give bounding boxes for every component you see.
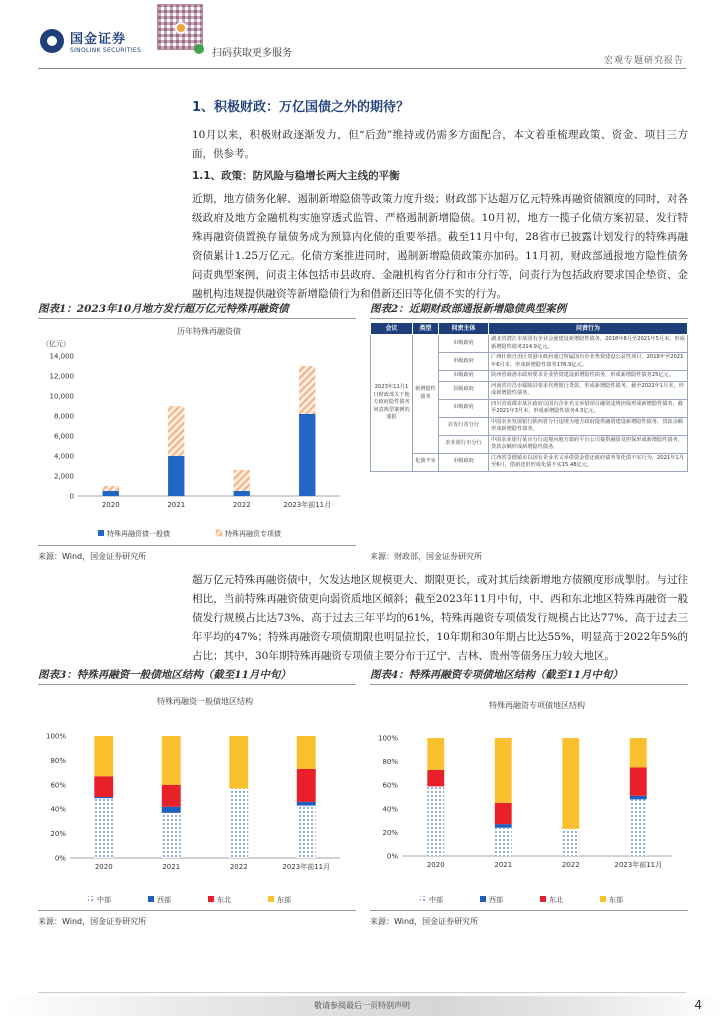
section-title: 1、积极财政：万亿国债之外的期待？ <box>192 100 410 115</box>
table-row <box>371 453 688 471</box>
logo-en: SINOLINK SECURITIES <box>70 47 142 54</box>
y-tick-label: 0 <box>69 492 74 501</box>
chart-title: 历年特殊再融资债 <box>177 327 241 336</box>
figure-2-title-rule <box>370 318 688 319</box>
legend-label-0: 特殊再融资债一般债 <box>107 530 170 538</box>
bar-1-0 <box>168 456 184 496</box>
x-tick-label: 2022 <box>229 863 248 871</box>
bar-2-3 <box>229 736 248 788</box>
x-tick-label: 2023年前11月 <box>614 861 663 869</box>
legend-label-3: 东部 <box>277 896 291 904</box>
bar-3-0 <box>299 414 315 496</box>
figure-3-title-rule <box>38 684 356 685</box>
bar-3-3 <box>630 738 647 768</box>
table-cell-action: 湖北省潜江市某国有企业会使建设新增隐性债务，2018年8月至2021年5月末，形成新增隐性债务214.9亿元。 <box>489 335 688 353</box>
figure-1-source: 来源：Wind，国金证券研究所 <box>38 552 147 561</box>
figure-2-title: 图表2：近期财政部通报新增隐债典型案例 <box>370 303 567 315</box>
company-logo <box>40 28 141 54</box>
chart-special-bond-regional-structure <box>370 686 688 908</box>
x-tick-label: 2020 <box>426 861 445 869</box>
footer-divider <box>38 992 686 993</box>
legend-label-0: 中部 <box>97 896 111 904</box>
table-cell-type: 化债不实 <box>413 453 439 471</box>
qr-label: 扫码获取更多服务 <box>212 48 292 59</box>
y-tick-label: 0% <box>386 852 398 861</box>
subsection-title: 1.1、政策：防风险与稳增长两大主线的平衡 <box>192 170 400 182</box>
legend-swatch-2 <box>540 896 546 902</box>
y-tick-label: 4,000 <box>53 452 74 461</box>
figure-2-source: 来源：财政部，国金证券研究所 <box>370 552 482 561</box>
figure-1-bottom-rule <box>38 545 356 546</box>
legend-label-1: 西部 <box>489 896 503 904</box>
x-tick-label: 2020 <box>94 863 113 871</box>
bar-0-2 <box>94 776 113 797</box>
table-cell-action: 广西壮族自治区贵港市政府通过所属国有企业垫资建设公益性项目，2018年至2021年6月末，形成新增隐性债务176.9亿元。 <box>489 353 688 371</box>
table-cell-meeting: 2023年11月1日财政部关于地方政府隐性债务问责典型案例的通报 <box>371 335 413 472</box>
legend-swatch-0 <box>98 530 104 536</box>
figure-3-title: 图表3：特殊再融资一般债地区结构（截至11月中旬） <box>38 669 291 681</box>
table-cell-action: 中国农业发展银行陕西省分行违规为地方政府提供融资建设新增隐性债务，贷款余额形成新增隐性债务。 <box>489 417 688 435</box>
y-tick-label: 20% <box>50 830 66 839</box>
bar-0-0 <box>94 798 113 858</box>
legend-label-0: 中部 <box>429 896 443 904</box>
table-cell-type: 新增隐性债务 <box>413 335 439 454</box>
table-header-meeting: 会议 <box>371 323 413 335</box>
x-tick-label: 2021 <box>494 861 513 869</box>
bar-0-3 <box>94 736 113 776</box>
bar-3-1 <box>630 796 647 800</box>
bar-0-1 <box>94 797 113 798</box>
bar-1-0 <box>495 828 512 856</box>
y-tick-label: 60% <box>382 781 398 790</box>
figure-3-source: 来源：Wind，国金证券研究所 <box>38 917 147 926</box>
bar-0-0 <box>427 786 444 856</box>
service-badge-icon <box>194 44 204 54</box>
table-cell-action: 中国农业银行某市分行违规向地方政府平台公司提供融资及担保形成新增隐性债务，贷款余额形成新增隐性债务。 <box>489 435 688 453</box>
bar-3-1 <box>299 366 315 414</box>
figure-4-source: 来源：Wind，国金证券研究所 <box>370 917 479 926</box>
chart-title: 特殊再融资专项债地区结构 <box>489 701 585 710</box>
legend-swatch-3 <box>268 896 274 902</box>
y-tick-label: 40% <box>382 805 398 814</box>
y-tick-label: 80% <box>50 756 66 765</box>
y-tick-label: 100% <box>377 734 398 743</box>
bar-1-0 <box>162 813 181 858</box>
table-header-row <box>371 323 688 335</box>
bar-2-3 <box>562 738 579 829</box>
page-header <box>0 0 724 70</box>
table-header-type: 类型 <box>413 323 439 335</box>
legend-swatch-2 <box>208 896 214 902</box>
document-type: 宏观专题研究报告 <box>603 56 684 66</box>
hidden-debt-cases-table <box>370 322 688 472</box>
x-tick-label: 2021 <box>167 501 186 509</box>
table-cell-subject: 市级政府 <box>439 399 489 417</box>
table-cell-action: 陕西省商洛市政府要求企业垫资建设新增隐性债务，形成新增隐性债务25亿元。 <box>489 371 688 382</box>
bar-2-0 <box>234 491 250 496</box>
table-row <box>371 335 688 353</box>
legend-label-3: 东部 <box>609 896 623 904</box>
bar-0-3 <box>427 738 444 770</box>
y-tick-label: 8,000 <box>53 412 74 421</box>
legend-label-2: 东北 <box>217 896 231 904</box>
legend-swatch-1 <box>480 896 486 902</box>
bar-3-3 <box>297 736 316 769</box>
y-tick-label: 12,000 <box>49 372 74 381</box>
x-tick-label: 2022 <box>561 861 580 869</box>
table-cell-subject: 农业银行市分行 <box>439 435 489 453</box>
x-tick-label: 2023年前11月 <box>283 501 332 509</box>
table-cell-action: 江西省景德镇市以国有企业名义举借资金偿还政府债务等化债不实行为，2021年1月至6月，借新还旧形成化债不实15.48亿元。 <box>489 453 688 471</box>
logo-cn: 国金证券 <box>70 32 127 47</box>
bar-1-2 <box>162 785 181 807</box>
legend-swatch-3 <box>600 896 606 902</box>
x-tick-label: 2020 <box>101 501 120 509</box>
x-tick-label: 2022 <box>232 501 251 509</box>
footer-disclaimer: 敬请参阅最后一页特别声明 <box>314 1001 410 1010</box>
table-header-action: 问责行为 <box>489 323 688 335</box>
figure-3-bottom-rule <box>38 910 356 911</box>
bar-0-2 <box>427 770 444 787</box>
y-tick-label: 0% <box>54 854 66 863</box>
y-tick-label: 2,000 <box>53 472 74 481</box>
table-cell-subject: 市级政府 <box>439 353 489 371</box>
qr-center-logo-icon <box>175 22 187 34</box>
bar-3-0 <box>630 799 647 856</box>
y-axis-label: （亿元） <box>42 340 70 348</box>
bar-2-1 <box>234 470 250 491</box>
table-cell-action: 河南省许昌市鄢陵县要求代理银行贷款，形成新增隐性债务，截至2022年1月末，形成新增隐性债务。 <box>489 381 688 399</box>
figure-4-bottom-rule <box>370 910 688 911</box>
bar-3-1 <box>297 802 316 806</box>
bar-3-2 <box>297 769 316 802</box>
bar-1-2 <box>495 803 512 824</box>
figure-4-title-rule <box>370 684 688 685</box>
x-tick-label: 2023年前11月 <box>282 863 331 871</box>
table-cell-action: 四川省成都市某区政府以国有企业名义举借项目融资违规担保形成新增隐性债务，截至2021年3月末，形成新增隐性债务4.3亿元。 <box>489 399 688 417</box>
figure-1-title-rule <box>38 318 356 319</box>
y-tick-label: 100% <box>45 732 66 741</box>
bar-1-1 <box>168 406 184 456</box>
table-header-subject: 问责主体 <box>439 323 489 335</box>
bond-structure-paragraph: 超万亿元特殊再融资债中，欠发达地区规模更大、期限更长，或对其后续新增地方债额度形成掣肘。与过往相比，当前特殊再融资债更向弱资质地区倾斜；截至2023年11月中旬，中、西和东北地区特殊再融资一般债发行规模占比达73%、高于过去三年平均的61%，特殊再融资专项债发行规模占比达77%、高于过去三年平均的47%；特殊再融资专项债期限也明显拉长，10年期和30年期占比达55%，明显高于2022年5%的占比；其中，30年期特殊再融资专项债主要分布于辽宁、吉林、贵州等债务压力较大地区。 <box>192 574 688 662</box>
legend-swatch-0 <box>88 896 94 902</box>
header-divider <box>38 68 686 69</box>
y-tick-label: 20% <box>382 828 398 837</box>
legend-swatch-1 <box>216 530 222 536</box>
y-tick-label: 40% <box>50 805 66 814</box>
chart-title: 特殊再融资一般债地区结构 <box>157 697 253 706</box>
bar-3-0 <box>297 806 316 858</box>
figure-1-title: 图表1：2023年10月地方发行超万亿元特殊再融资债 <box>38 303 289 315</box>
table-cell-subject: 县级政府 <box>439 381 489 399</box>
chart-special-refinancing-bonds <box>38 320 356 544</box>
bar-1-3 <box>495 738 512 803</box>
x-tick-label: 2021 <box>162 863 181 871</box>
legend-swatch-1 <box>148 896 154 902</box>
bar-1-3 <box>162 736 181 785</box>
bar-1-1 <box>495 824 512 828</box>
table-cell-subject: 市级政府 <box>439 453 489 471</box>
y-tick-label: 6,000 <box>53 432 74 441</box>
y-tick-label: 60% <box>50 781 66 790</box>
bar-2-0 <box>562 829 579 856</box>
y-tick-label: 10,000 <box>49 392 74 401</box>
bar-3-2 <box>630 768 647 796</box>
page-number: 4 <box>694 998 702 1012</box>
logo-mark-icon <box>40 29 64 53</box>
y-tick-label: 80% <box>382 758 398 767</box>
figure-4-title: 图表4：特殊再融资专项债地区结构（截至11月中旬） <box>370 669 623 681</box>
policy-paragraph: 近期，地方债务化解、遏制新增隐债等政策力度升级；财政部下达超万亿元特殊再融资债额度的同时，对各级政府及地方金融机构实施穿透式监管、严格遏制新增隐债。10月初，地方一揽子化债方案初显，发行特殊再融资债置换存量债务成为预算内化债的重要举措。截至11月中旬，28省市已披露计划发行的特殊再融资债累计1.25万亿元。化债方案推进同时，遏制新增隐债政策亦加码。11月初，财政部通报地方隐性债务问责典型案例，问责主体包括市县政府、金融机构省分行和市分行等，问责行为包括政府要求国企垫资、金融机构违规提供融资等新增隐债行为和借新还旧等化债不实的行为。 <box>192 193 688 300</box>
legend-label-1: 西部 <box>157 896 171 904</box>
chart-general-bond-regional-structure <box>38 686 356 908</box>
legend-swatch-0 <box>420 896 426 902</box>
table-cell-subject: 农发行省分行 <box>439 417 489 435</box>
bar-0-0 <box>103 491 119 496</box>
y-tick-label: 14,000 <box>49 352 74 361</box>
legend-label-2: 东北 <box>549 896 563 904</box>
table-cell-subject: 市级政府 <box>439 335 489 353</box>
table-cell-subject: 市级政府 <box>439 371 489 382</box>
bar-2-0 <box>229 788 248 858</box>
bar-1-1 <box>162 807 181 813</box>
intro-paragraph: 10月以来，积极财政逐渐发力，但“后劲”维持或仍需多方面配合，本文着重梳理政策、资金、项目三方面，供参考。 <box>192 129 688 160</box>
bar-0-1 <box>103 486 119 491</box>
legend-label-1: 特殊再融资专项债 <box>225 530 281 538</box>
